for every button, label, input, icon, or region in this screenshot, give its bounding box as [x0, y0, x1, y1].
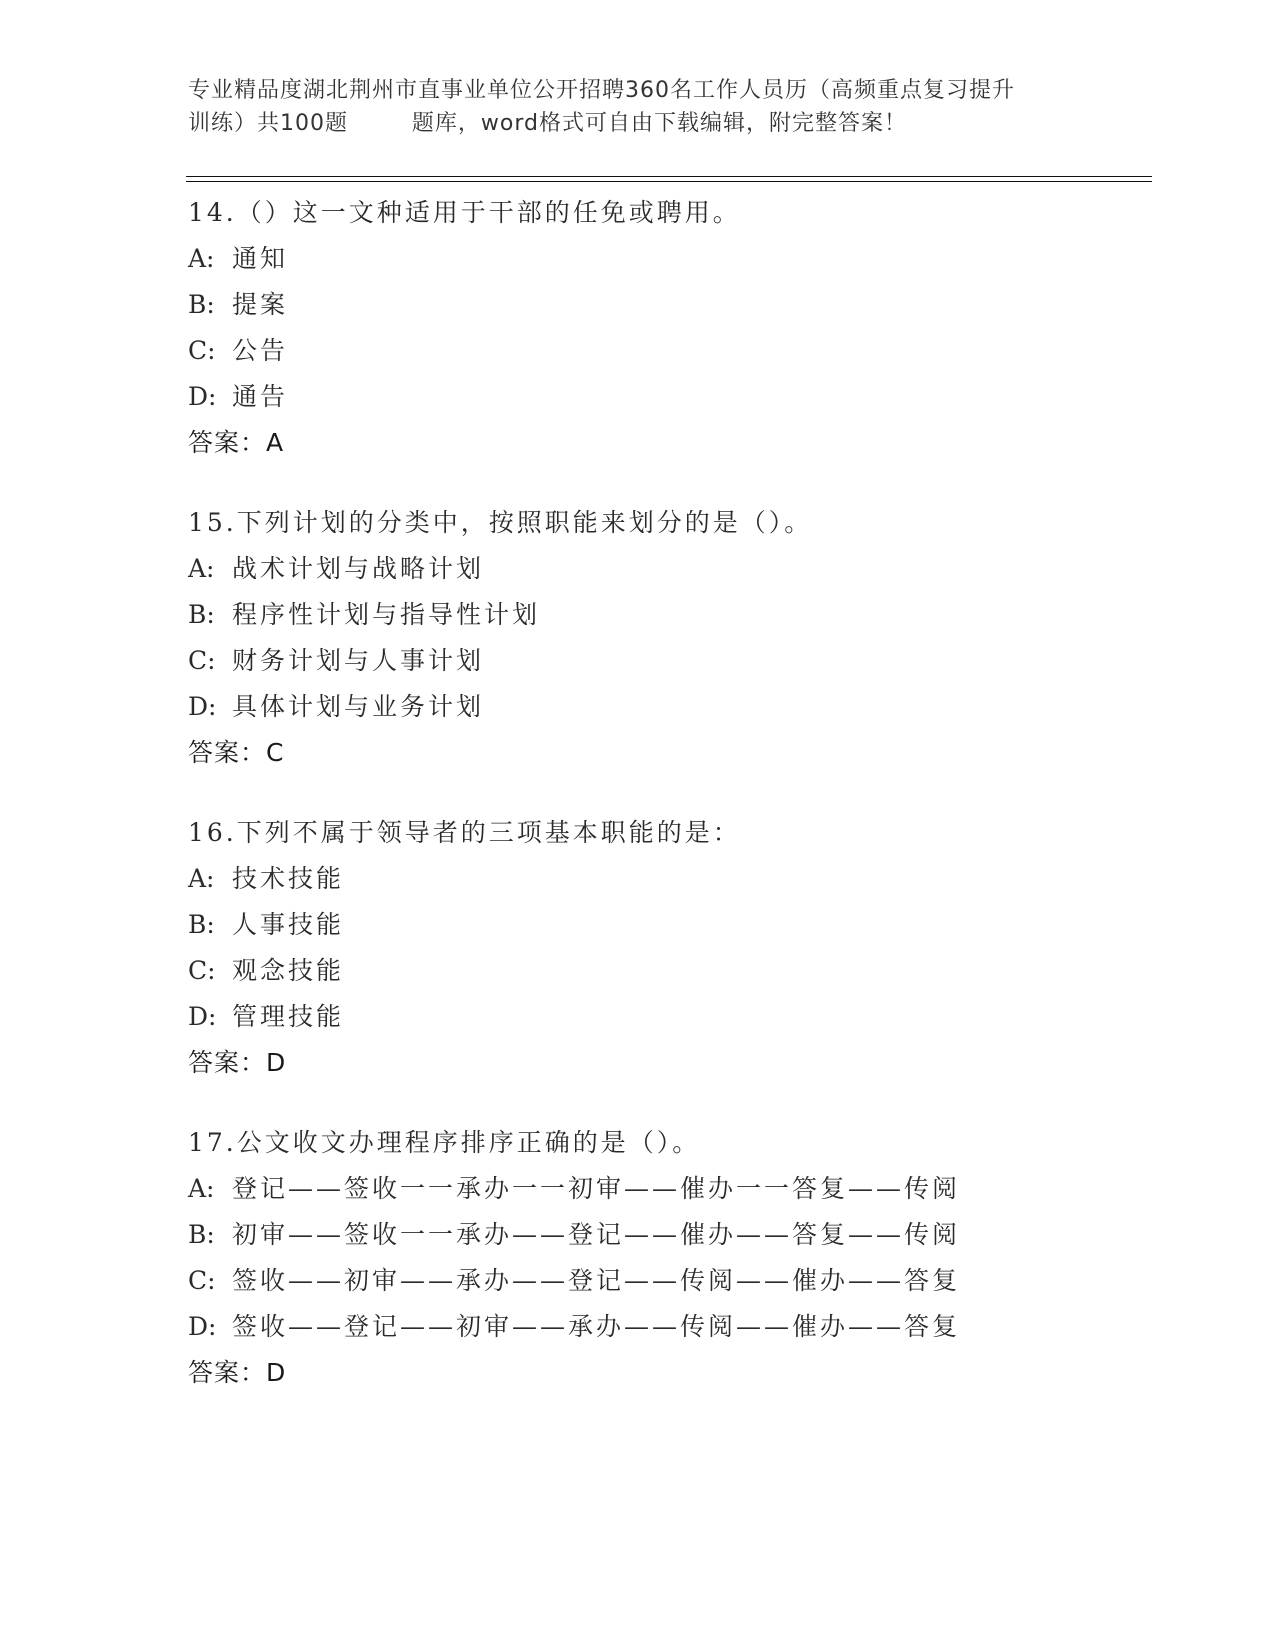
- option-text: 观念技能: [232, 956, 345, 985]
- option-key: D:: [188, 1002, 217, 1031]
- option-key: C:: [188, 336, 216, 365]
- header-title-line-1: 专业精品度湖北荆州市直事业单位公开招聘360名工作人员历（高频重点复习提升: [188, 78, 1015, 103]
- question-text: 下列计划的分类中，按照职能来划分的是（）。: [236, 508, 813, 537]
- question-stem: [188, 500, 1148, 546]
- question-stem: [188, 810, 1148, 856]
- answer-line: 答案：D: [188, 1358, 287, 1387]
- option-b: [188, 592, 1148, 638]
- option-a: [188, 236, 1148, 282]
- question-number: 14.: [188, 198, 237, 227]
- option-c: [188, 638, 1148, 684]
- option-text: 程序性计划与指导性计划: [232, 600, 541, 629]
- option-b: [188, 1212, 1148, 1258]
- option-text: 登记——签收一一承办一一初审——催办一一答复——传阅: [232, 1174, 961, 1203]
- option-d: [188, 374, 1148, 420]
- answer-line: 答案：C: [188, 738, 285, 767]
- option-a: [188, 546, 1148, 592]
- option-a: [188, 1166, 1148, 1212]
- option-text: 财务计划与人事计划: [232, 646, 485, 675]
- option-text: 通知: [232, 244, 289, 273]
- option-text: 人事技能: [232, 910, 345, 939]
- option-key: B:: [188, 600, 215, 629]
- question-16: [188, 810, 1148, 1086]
- option-b: [188, 282, 1148, 328]
- question-number: 17.: [188, 1128, 237, 1157]
- option-a: [188, 856, 1148, 902]
- document-header: [188, 74, 1088, 140]
- option-key: D:: [188, 692, 217, 721]
- question-text: 公文收文办理程序排序正确的是（）。: [236, 1128, 701, 1157]
- option-key: B:: [188, 290, 215, 319]
- question-14: [188, 190, 1148, 466]
- option-key: A:: [188, 244, 215, 273]
- option-text: 初审——签收一一承办——登记——催办——答复——传阅: [232, 1220, 961, 1249]
- question-number: 16.: [188, 818, 237, 847]
- option-key: C:: [188, 1266, 216, 1295]
- header-divider-top: [186, 176, 1152, 177]
- option-key: A:: [188, 1174, 215, 1203]
- answer-line: 答案：A: [188, 428, 285, 457]
- option-key: C:: [188, 956, 216, 985]
- option-key: A:: [188, 554, 215, 583]
- option-text: 签收——初审——承办——登记——传阅——催办——答复: [232, 1266, 961, 1295]
- question-15: [188, 500, 1148, 776]
- option-b: [188, 902, 1148, 948]
- question-text: （）这一文种适用于干部的任免或聘用。: [236, 198, 741, 227]
- question-list: [188, 190, 1148, 1430]
- option-key: C:: [188, 646, 216, 675]
- option-text: 管理技能: [232, 1002, 345, 1031]
- header-title-line-2: 训练）共100题 题库，word格式可自由下载编辑，附完整答案！: [188, 111, 908, 136]
- option-c: [188, 948, 1148, 994]
- question-stem: [188, 1120, 1148, 1166]
- option-key: A:: [188, 864, 215, 893]
- option-c: [188, 1258, 1148, 1304]
- option-text: 签收——登记——初审——承办——传阅——催办——答复: [232, 1312, 961, 1341]
- question-text: 下列不属于领导者的三项基本职能的是：: [236, 818, 741, 847]
- option-text: 具体计划与业务计划: [232, 692, 485, 721]
- header-divider-bottom: [186, 181, 1152, 182]
- question-stem: [188, 190, 1148, 236]
- option-d: [188, 684, 1148, 730]
- option-d: [188, 1304, 1148, 1350]
- option-text: 提案: [232, 290, 289, 319]
- option-key: B:: [188, 910, 215, 939]
- option-c: [188, 328, 1148, 374]
- option-key: D:: [188, 1312, 217, 1341]
- question-17: [188, 1120, 1148, 1396]
- option-text: 通告: [232, 382, 289, 411]
- option-text: 战术计划与战略计划: [232, 554, 485, 583]
- option-text: 技术技能: [232, 864, 345, 893]
- option-d: [188, 994, 1148, 1040]
- option-text: 公告: [232, 336, 289, 365]
- option-key: D:: [188, 382, 217, 411]
- question-number: 15.: [188, 508, 237, 537]
- answer-line: 答案：D: [188, 1048, 287, 1077]
- option-key: B:: [188, 1220, 215, 1249]
